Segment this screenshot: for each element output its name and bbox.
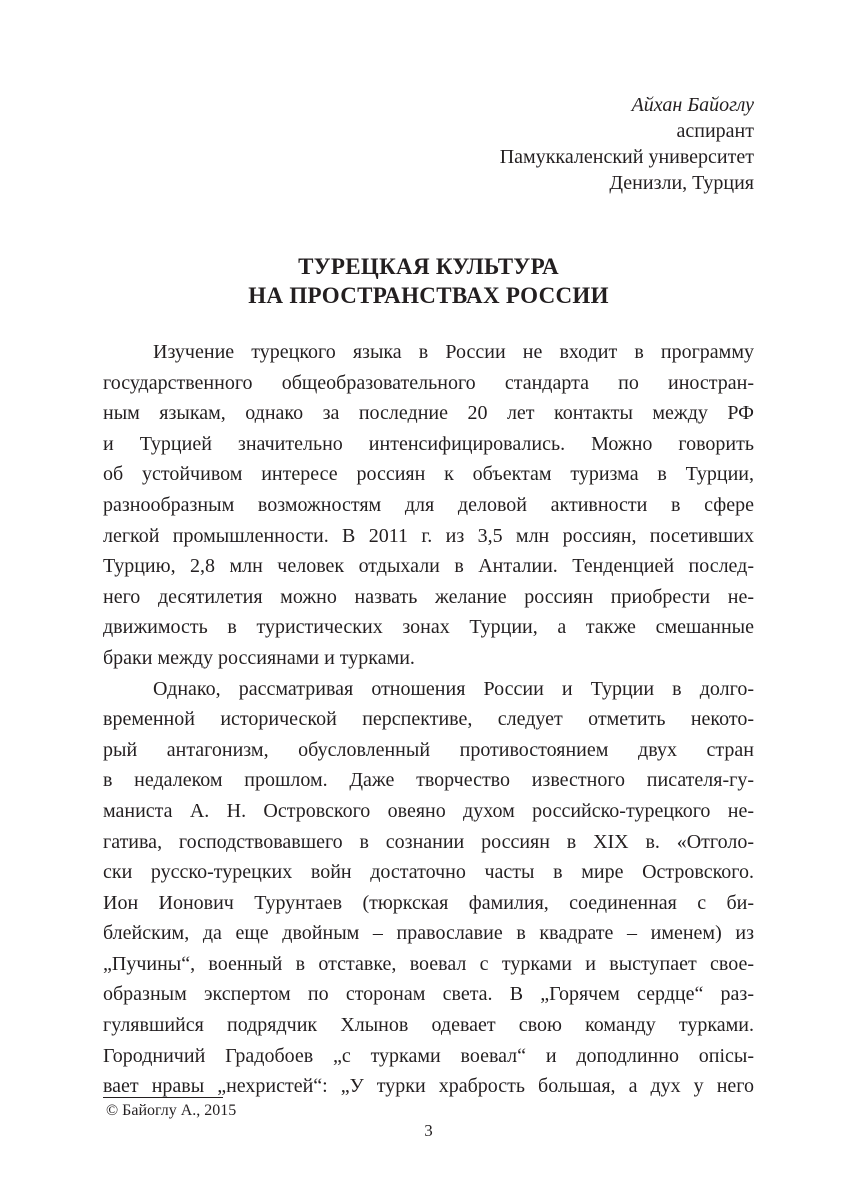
text-line: временной исторической перспективе, следует отметить некото- — [103, 708, 754, 731]
text-line: маниста А. Н. Островского овеяно духом российско-турецкого не- — [103, 799, 754, 822]
footnote-divider — [103, 1097, 223, 1098]
text-line: рый антагонизм, обусловленный противостоянием двух стран — [103, 738, 754, 761]
text-line: браки между россиянами и турками. — [103, 646, 415, 669]
text-line: государственного общеобразовательного стандарта по иностран- — [103, 371, 754, 394]
article-body — [103, 337, 754, 1102]
text-line: Однако, рассматривая отношения России и Турции в долго- — [153, 677, 754, 700]
author-name: Айхан Байоглу — [631, 94, 754, 116]
text-line: Городничий Градобоев „с турками воевал“ и доподлинно опісы- — [103, 1044, 754, 1067]
text-line: „Пучины“, военный в отставке, воевал с турками и выступает свое- — [103, 952, 754, 975]
text-line: ным языкам, однако за последние 20 лет контакты между РФ — [103, 402, 754, 425]
text-line: гулявшийся подрядчик Хлынов одевает свою команду турками. — [103, 1014, 754, 1037]
text-line: него десятилетия можно назвать желание россиян приобрести не- — [103, 585, 754, 608]
author-block — [500, 92, 754, 196]
author-position: аспирант — [676, 120, 754, 142]
page-number: 3 — [424, 1121, 433, 1140]
text-line: и Турцией значительно интенсифицировались. Можно говорить — [103, 432, 754, 455]
text-line: вает нравы „нехристей“: „У турки храбрость большая, а дух у него — [103, 1075, 754, 1098]
title-line-1: ТУРЕЦКАЯ КУЛЬТУРА — [298, 254, 559, 279]
article-title — [0, 252, 857, 310]
copyright-footnote: © Байоглу А., 2015 — [106, 1102, 237, 1119]
text-line: Турцию, 2,8 млн человек отдыхали в Анталии. Тенденцией послед- — [103, 555, 754, 578]
title-line-2: НА ПРОСТРАНСТВАХ РОССИИ — [248, 283, 609, 308]
text-line: движимость в туристических зонах Турции, а также смешанные — [103, 616, 754, 639]
text-line: гатива, господствовавшего в сознании россиян в XIX в. «Отголо- — [103, 830, 754, 853]
text-line: в недалеком прошлом. Даже творчество известного писателя-гу- — [103, 769, 754, 792]
text-line: блейским, да еще двойным – православие в квадрате – именем) из — [103, 922, 754, 945]
author-location: Денизли, Турция — [609, 172, 754, 194]
paragraph-2 — [103, 674, 754, 1102]
text-line: образным экспертом по сторонам света. В „Горячем сердце“ раз- — [103, 983, 754, 1006]
text-line: ски русско-турецких войн достаточно часты в мире Островского. — [103, 861, 754, 884]
text-line: об устойчивом интересе россиян к объектам туризма в Турции, — [103, 463, 754, 486]
text-line: Ион Ионович Турунтаев (тюркская фамилия, соединенная с би- — [103, 891, 754, 914]
text-line: разнообразным возможностям для деловой активности в сфере — [103, 493, 754, 516]
text-line: Изучение турецкого языка в России не входит в программу — [153, 341, 754, 363]
paragraph-1 — [103, 337, 754, 674]
author-university: Памуккаленский университет — [499, 146, 754, 168]
text-line: легкой промышленности. В 2011 г. из 3,5 млн россиян, посетивших — [103, 524, 754, 547]
